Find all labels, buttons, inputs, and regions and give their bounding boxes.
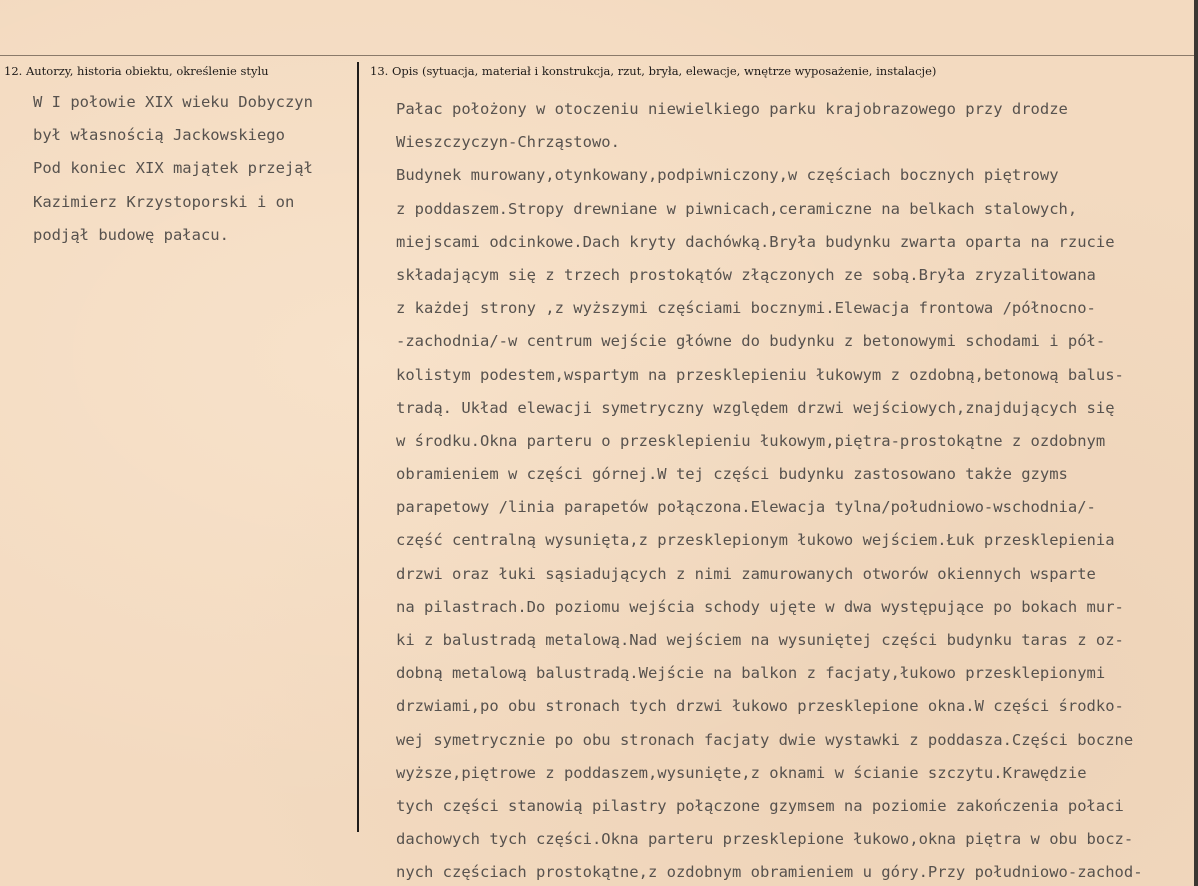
text-line: kolistym podestem,wspartym na przesklepieniu łukowym z ozdobną,betonową balus- bbox=[396, 365, 1124, 384]
text-line: w środku.Okna parteru o przesklepieniu łukowym,piętra-prostokątne z ozdobnym bbox=[396, 431, 1106, 450]
text-line: nych częściach prostokątne,z ozdobnym obramieniem u góry.Przy południowo-zachod- bbox=[396, 863, 1143, 882]
text-line: obramieniem w części górnej.W tej części budynku zastosowano także gzyms bbox=[396, 465, 1068, 484]
authors-history-text bbox=[33, 86, 313, 252]
field-label-authors-history: 12. Autorzy, historia obiektu, określenie stylu bbox=[4, 64, 269, 78]
text-line: parapetowy /linia parapetów połączona.Elewacja tylna/południowo-wschodnia/- bbox=[396, 498, 1096, 517]
text-line: z poddaszem.Stropy drewniane w piwnicach,ceramiczne na belkach stalowych, bbox=[396, 199, 1078, 218]
text-line: Pałac położony w otoczeniu niewielkiego parku krajobrazowego przy drodze bbox=[396, 100, 1068, 118]
text-line: Kazimierz Krzystoporski i on bbox=[33, 192, 295, 211]
text-line: dobną metalową balustradą.Wejście na balkon z facjaty,łukowo przesklepionymi bbox=[396, 664, 1106, 683]
text-line: z każdej strony ,z wyższymi częściami bocznymi.Elewacja frontowa /północno- bbox=[396, 299, 1096, 318]
text-line: miejscami odcinkowe.Dach kryty dachówką.Bryła budynku zwarta oparta na rzucie bbox=[396, 232, 1115, 251]
text-line: drzwi oraz łuki sąsiadujących z nimi zamurowanych otworów okiennych wsparte bbox=[396, 564, 1096, 583]
text-line: ki z balustradą metalową.Nad wejściem na wysuniętej części budynku taras z oz- bbox=[396, 631, 1124, 649]
text-line: dachowych tych części.Okna parteru przesklepione łukowo,okna piętra w obu bocz- bbox=[396, 830, 1134, 849]
text-line: W I połowie XIX wieku Dobyczyn bbox=[33, 93, 313, 111]
text-line: wyższe,piętrowe z poddaszem,wysunięte,z oknami w ścianie szczytu.Krawędzie bbox=[396, 763, 1087, 782]
text-line: tradą. Układ elewacji symetryczny względem drzwi wejściowych,znajdujących się bbox=[396, 398, 1115, 417]
text-line: wej symetrycznie po obu stronach facjaty dwie wystawki z poddasza.Części boczne bbox=[396, 730, 1134, 749]
text-line: Wieszczyczyn-Chrząstowo. bbox=[396, 133, 620, 152]
text-line: Budynek murowany,otynkowany,podpiwniczony,w częściach bocznych piętrowy bbox=[396, 166, 1059, 185]
card-edge bbox=[1194, 0, 1198, 886]
text-line: na pilastrach.Do poziomu wejścia schody ujęte w dwa występujące po bokach mur- bbox=[396, 597, 1124, 616]
field-label-description: 13. Opis (sytuacja, materiał i konstrukcja, rzut, bryła, elewacje, wnętrze wyposażenie, instalacje) bbox=[370, 64, 937, 78]
text-line: podjął budowę pałacu. bbox=[33, 225, 229, 244]
text-line: Pod koniec XIX majątek przejął bbox=[33, 159, 313, 178]
top-rule bbox=[0, 55, 1198, 56]
text-line: składającym się z trzech prostokątów złączonych ze sobą.Bryła zryzalitowana bbox=[396, 265, 1096, 284]
text-line: -zachodnia/-w centrum wejście główne do budynku z betonowymi schodami i pół- bbox=[396, 332, 1106, 351]
text-line: drzwiami,po obu stronach tych drzwi łukowo przesklepione okna.W części środko- bbox=[396, 697, 1124, 716]
text-line: część centralną wysunięta,z przesklepionym łukowo wejściem.Łuk przesklepienia bbox=[396, 531, 1115, 550]
text-line: tych części stanowią pilastry połączone gzymsem na poziomie zakończenia połaci bbox=[396, 796, 1124, 815]
column-divider bbox=[357, 62, 359, 832]
description-text bbox=[396, 93, 1143, 886]
text-line: był własnością Jackowskiego bbox=[33, 126, 285, 145]
